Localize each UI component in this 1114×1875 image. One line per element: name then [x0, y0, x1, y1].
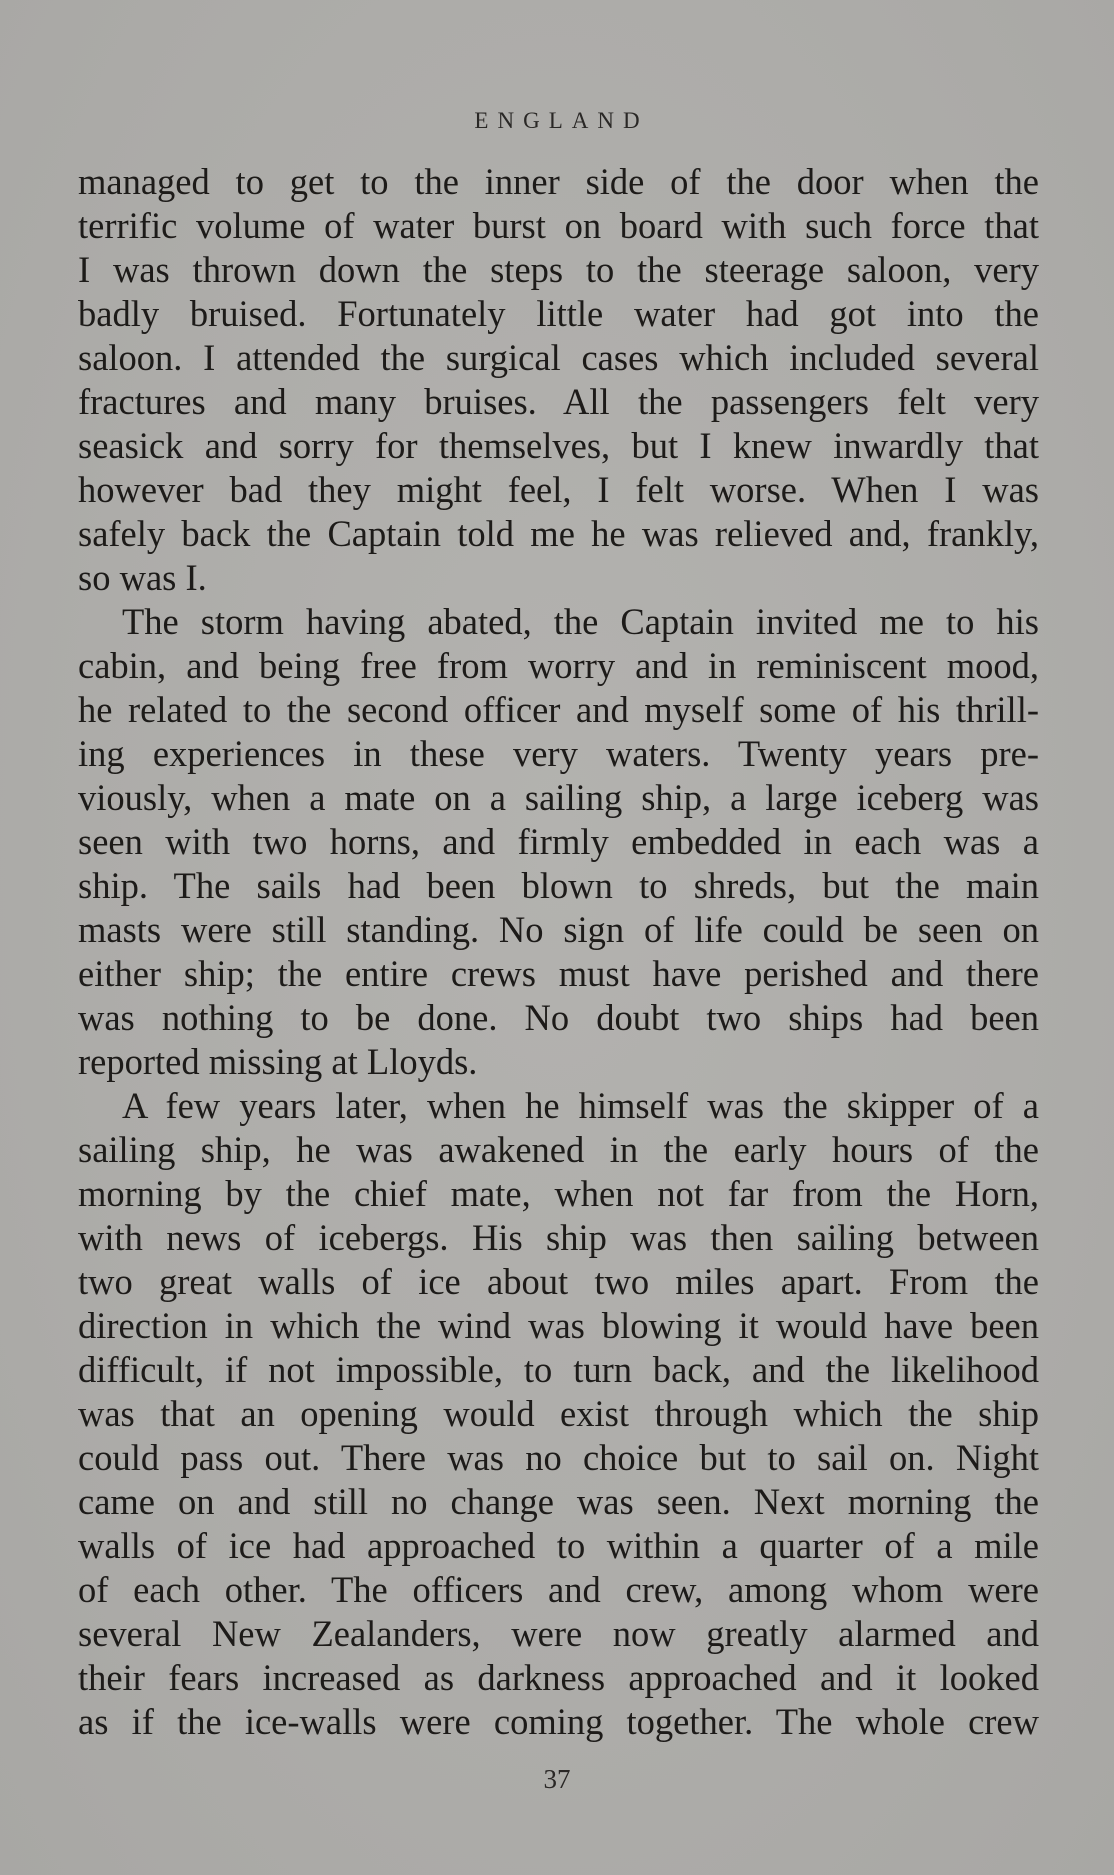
text-line: he related to the second officer and myself some of his thrill-	[78, 689, 1039, 730]
text-line: terrific volume of water burst on board with such force that	[78, 205, 1039, 246]
text-line: difficult, if not impossible, to turn back, and the likelihood	[78, 1349, 1039, 1390]
text-line: managed to get to the inner side of the door when the	[78, 161, 1039, 202]
text-line: cabin, and being free from worry and in reminiscent mood,	[78, 645, 1039, 686]
text-line: several New Zealanders, were now greatly alarmed and	[78, 1613, 1039, 1654]
text-line: with news of icebergs. His ship was then sailing between	[78, 1217, 1039, 1258]
paragraph	[78, 600, 1039, 1084]
text-line: two great walls of ice about two miles apart. From the	[78, 1261, 1039, 1302]
text-line: as if the ice-walls were coming together. The whole crew	[78, 1701, 1039, 1742]
text-line: could pass out. There was no choice but to sail on. Night	[78, 1437, 1039, 1478]
text-line: seen with two horns, and firmly embedded in each was a	[78, 821, 1039, 862]
text-line: their fears increased as darkness approached and it looked	[78, 1657, 1039, 1698]
running-head: ENGLAND	[474, 108, 649, 133]
text-line: reported missing at Lloyds.	[78, 1041, 478, 1082]
text-line: seasick and sorry for themselves, but I knew inwardly that	[78, 425, 1039, 466]
text-line: sailing ship, he was awakened in the early hours of the	[78, 1129, 1039, 1170]
text-line: so was I.	[78, 557, 207, 598]
text-line: ing experiences in these very waters. Twenty years pre-	[78, 733, 1039, 774]
text-line: of each other. The officers and crew, among whom were	[78, 1569, 1039, 1610]
text-line: masts were still standing. No sign of life could be seen on	[78, 909, 1039, 950]
text-line: ship. The sails had been blown to shreds, but the main	[78, 865, 1039, 906]
text-line: morning by the chief mate, when not far from the Horn,	[78, 1173, 1039, 1214]
page-number: 37	[543, 1764, 571, 1794]
text-line: was that an opening would exist through which the ship	[78, 1393, 1039, 1434]
paragraph	[78, 160, 1039, 600]
text-line: walls of ice had approached to within a quarter of a mile	[78, 1525, 1039, 1566]
text-line: saloon. I attended the surgical cases which included several	[78, 337, 1039, 378]
text-line: came on and still no change was seen. Next morning the	[78, 1481, 1039, 1522]
text-line: was nothing to be done. No doubt two ships had been	[78, 997, 1039, 1038]
text-line: direction in which the wind was blowing it would have been	[78, 1305, 1039, 1346]
text-line: safely back the Captain told me he was relieved and, frankly,	[78, 513, 1039, 554]
text-line: either ship; the entire crews must have perished and there	[78, 953, 1039, 994]
text-line: viously, when a mate on a sailing ship, a large iceberg was	[78, 777, 1039, 818]
text-line: however bad they might feel, I felt worse. When I was	[78, 469, 1039, 510]
paragraph	[78, 1084, 1039, 1744]
text-line: A few years later, when he himself was the skipper of a	[122, 1085, 1039, 1126]
text-line: I was thrown down the steps to the steerage saloon, very	[78, 249, 1039, 290]
body-text	[78, 160, 1039, 1744]
text-line: badly bruised. Fortunately little water had got into the	[78, 293, 1039, 334]
text-line: The storm having abated, the Captain invited me to his	[122, 601, 1039, 642]
text-line: fractures and many bruises. All the passengers felt very	[78, 381, 1039, 422]
